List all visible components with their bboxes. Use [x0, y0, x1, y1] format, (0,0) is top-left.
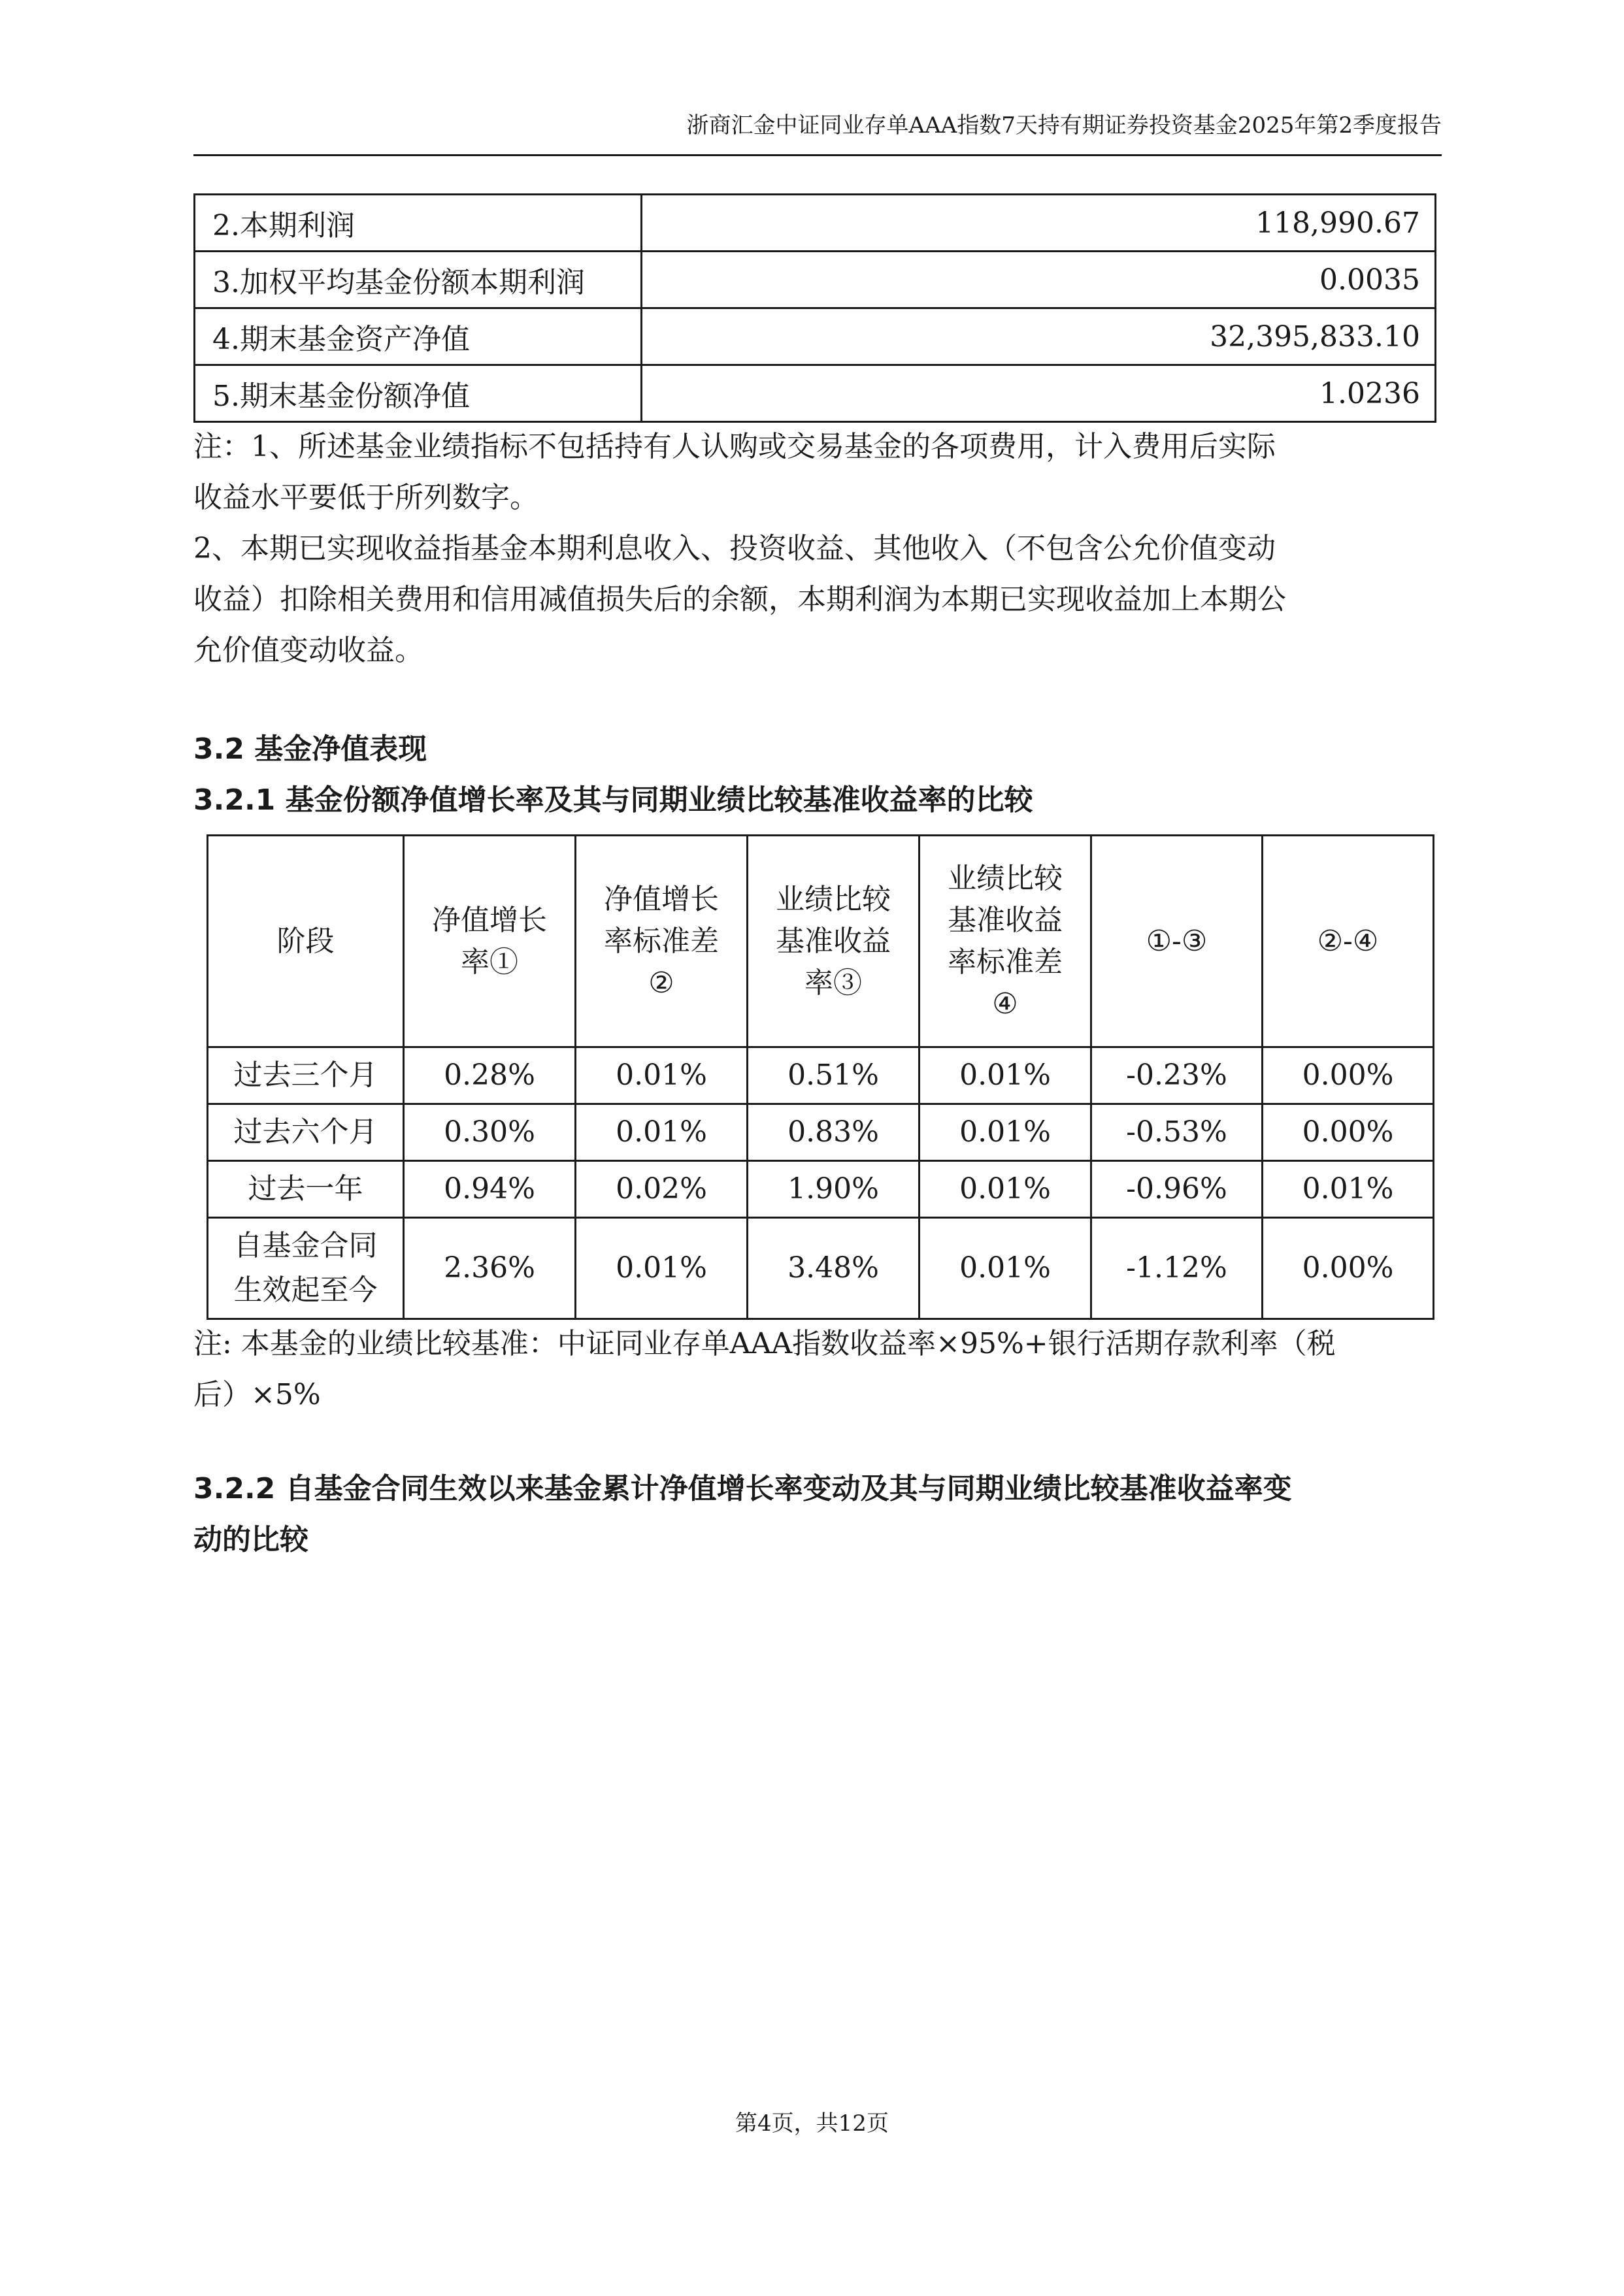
value-cell: 0.30%	[404, 1104, 576, 1161]
column-header-line: ④	[992, 987, 1018, 1021]
row-label: 4.期末基金资产净值	[195, 308, 642, 365]
value-cell: 0.00%	[1263, 1047, 1434, 1104]
column-header-line: 基准收益	[948, 903, 1063, 937]
value-cell: 0.28%	[404, 1047, 576, 1104]
section-heading: 3.2.2 自基金合同生效以来基金累计净值增长率变动及其与同期业绩比较基准收益率变	[193, 1472, 1292, 1505]
table-row	[208, 1104, 1434, 1161]
value-cell: 3.48%	[748, 1218, 920, 1319]
column-header-line: 率①	[461, 945, 518, 979]
table-row	[195, 195, 1436, 252]
report-header: 浙商汇金中证同业存单AAA指数7天持有期证券投资基金2025年第2季度报告	[686, 112, 1442, 139]
value-cell: 0.94%	[404, 1161, 576, 1218]
column-header-line: 业绩比较	[948, 861, 1063, 895]
note-line: 允价值变动收益。	[193, 634, 423, 667]
column-header	[208, 836, 404, 1047]
value-cell: 0.00%	[1263, 1104, 1434, 1161]
benchmark-note-line: 后）×5%	[193, 1378, 321, 1411]
period-line: 过去三个月	[233, 1058, 378, 1092]
section-heading: 3.2 基金净值表现	[193, 732, 427, 766]
benchmark-note-line: 注: 本基金的业绩比较基准：中证同业存单AAA指数收益率×95%+银行活期存款利率（税	[193, 1327, 1336, 1360]
column-header-line: 基准收益	[776, 924, 891, 958]
value-cell: -0.23%	[1091, 1047, 1263, 1104]
table-row	[195, 308, 1436, 365]
table-row	[195, 252, 1436, 308]
table-row	[195, 365, 1436, 422]
period-cell	[208, 1218, 404, 1319]
table-row	[208, 1218, 1434, 1319]
period-cell	[208, 1161, 404, 1218]
column-header	[920, 836, 1091, 1047]
column-header-line: ①-③	[1146, 924, 1208, 958]
column-header-line: 阶段	[276, 924, 335, 958]
column-header-line: ②	[648, 966, 674, 1000]
value-cell: -1.12%	[1091, 1218, 1263, 1319]
value-cell: -0.53%	[1091, 1104, 1263, 1161]
column-header-line: 率标准差	[604, 924, 719, 958]
column-header-line: 净值增长	[604, 882, 719, 916]
value-cell: 0.01%	[576, 1104, 748, 1161]
value-cell: 0.02%	[576, 1161, 748, 1218]
period-line: 生效起至今	[233, 1273, 378, 1307]
table-row	[208, 1161, 1434, 1218]
row-value: 0.0035	[642, 252, 1436, 308]
value-cell: 0.83%	[748, 1104, 920, 1161]
summary-table	[193, 193, 1436, 423]
value-cell: 0.01%	[920, 1047, 1091, 1104]
column-header	[1263, 836, 1434, 1047]
column-header	[1091, 836, 1263, 1047]
value-cell: 0.01%	[920, 1104, 1091, 1161]
period-cell	[208, 1047, 404, 1104]
row-label: 5.期末基金份额净值	[195, 365, 642, 422]
column-header	[576, 836, 748, 1047]
column-header-line: 业绩比较	[776, 882, 891, 916]
value-cell: 0.00%	[1263, 1218, 1434, 1319]
value-cell: 0.51%	[748, 1047, 920, 1104]
value-cell: -0.96%	[1091, 1161, 1263, 1218]
period-cell	[208, 1104, 404, 1161]
row-label: 3.加权平均基金份额本期利润	[195, 252, 642, 308]
note-line: 2、本期已实现收益指基金本期利息收入、投资收益、其他收入（不包含公允价值变动	[193, 532, 1276, 565]
value-cell: 0.01%	[920, 1218, 1091, 1319]
note-line: 收益）扣除相关费用和信用减值损失后的余额，本期利润为本期已实现收益加上本期公	[193, 583, 1286, 616]
section-heading: 动的比较	[193, 1523, 308, 1556]
value-cell: 2.36%	[404, 1218, 576, 1319]
period-line: 自基金合同	[233, 1229, 378, 1262]
value-cell: 0.01%	[576, 1218, 748, 1319]
column-header-line: 率③	[804, 966, 862, 1000]
column-header	[748, 836, 920, 1047]
period-line: 过去六个月	[233, 1115, 378, 1149]
header-divider	[193, 154, 1442, 156]
performance-table	[207, 834, 1434, 1320]
column-header-line: ②-④	[1317, 924, 1379, 958]
column-header-line: 率标准差	[948, 945, 1063, 979]
note-line: 注：1、所述基金业绩指标不包括持有人认购或交易基金的各项费用，计入费用后实际	[193, 430, 1276, 463]
value-cell: 0.01%	[576, 1047, 748, 1104]
row-label: 2.本期利润	[195, 195, 642, 252]
value-cell: 0.01%	[920, 1161, 1091, 1218]
row-value: 118,990.67	[642, 195, 1436, 252]
table-row	[208, 1047, 1434, 1104]
column-header	[404, 836, 576, 1047]
row-value: 1.0236	[642, 365, 1436, 422]
column-header-line: 净值增长	[432, 903, 547, 937]
page-number: 第4页，共12页	[735, 2110, 889, 2137]
value-cell: 0.01%	[1263, 1161, 1434, 1218]
header-row	[208, 836, 1434, 1047]
row-value: 32,395,833.10	[642, 308, 1436, 365]
note-line: 收益水平要低于所列数字。	[193, 481, 539, 514]
value-cell: 1.90%	[748, 1161, 920, 1218]
subsection-heading: 3.2.1 基金份额净值增长率及其与同期业绩比较基准收益率的比较	[193, 783, 1033, 817]
period-line: 过去一年	[248, 1172, 363, 1205]
